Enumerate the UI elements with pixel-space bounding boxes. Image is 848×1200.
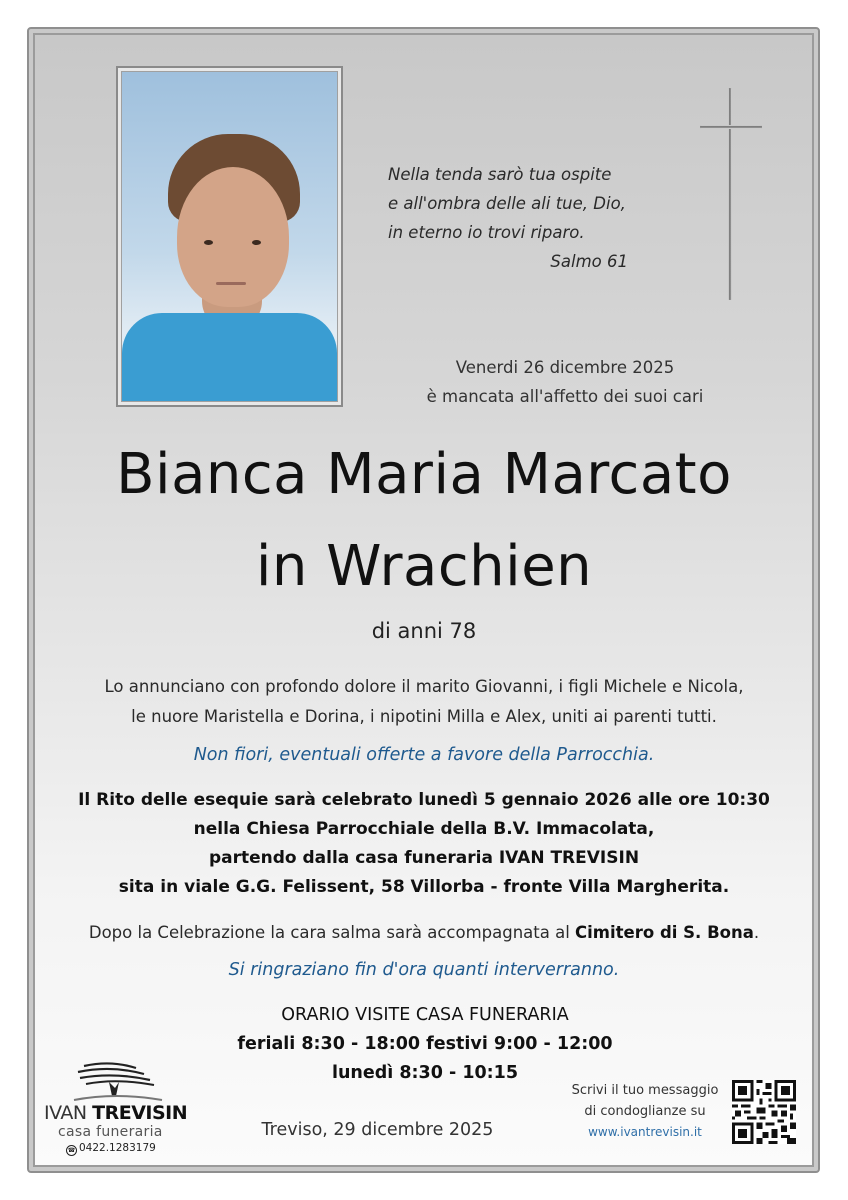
tree-logo-icon bbox=[66, 1060, 166, 1102]
family-line1: Lo annunciano con profondo dolore il marito Giovanni, i figli Michele e Nicola, bbox=[104, 677, 744, 696]
flowers-note: Non fiori, eventuali offerte a favore della Parrocchia. bbox=[193, 745, 655, 765]
portrait-frame bbox=[116, 66, 343, 407]
funeral-home-logo bbox=[44, 1060, 188, 1160]
cross-horizontal-bar bbox=[700, 125, 762, 129]
message-line2: di condoglianze su bbox=[584, 1104, 706, 1119]
death-announcement bbox=[405, 353, 725, 411]
message-line1: Scrivi il tuo messaggio bbox=[571, 1083, 719, 1098]
burial-info bbox=[40, 918, 808, 948]
qr-code-icon[interactable] bbox=[732, 1080, 796, 1144]
portrait-eye-right bbox=[252, 240, 261, 245]
burial-text: Dopo la Celebrazione la cara salma sarà accompagnata al bbox=[88, 923, 576, 942]
logo-name-last: TREVISIN bbox=[92, 1102, 188, 1124]
burial-place: Cimitero di S. Bona bbox=[575, 923, 754, 942]
logo-name-first: IVAN bbox=[44, 1102, 93, 1124]
burial-end: . bbox=[753, 923, 760, 942]
website-link[interactable]: www.ivantrevisin.it bbox=[588, 1125, 702, 1139]
logo-subtitle: casa funeraria bbox=[58, 1124, 163, 1140]
visiting-hours-line2: lunedì 8:30 - 10:15 bbox=[331, 1063, 519, 1083]
funeral-line1: Il Rito delle esequie sarà celebrato lunedì 5 gennaio 2026 alle ore 10:30 bbox=[78, 790, 770, 810]
psalm-quote bbox=[388, 160, 628, 276]
logo-phone bbox=[66, 1142, 156, 1156]
city-date: Treviso, 29 dicembre 2025 bbox=[261, 1120, 494, 1140]
thanks-note: Si ringraziano fin d'ora quanti interverranno. bbox=[228, 960, 620, 980]
phone-number: 0422.1283179 bbox=[79, 1142, 156, 1154]
psalm-reference: Salmo 61 bbox=[550, 252, 628, 271]
portrait-photo bbox=[121, 71, 338, 402]
portrait-eye-left bbox=[204, 240, 213, 245]
condolence-message bbox=[570, 1080, 720, 1143]
portrait-face bbox=[177, 167, 289, 307]
family-line2: le nuore Maristella e Dorina, i nipotini Milla e Alex, uniti ai parenti tutti. bbox=[131, 707, 717, 726]
cross-vertical-bar bbox=[728, 88, 732, 300]
portrait-mouth bbox=[216, 282, 246, 285]
visiting-hours-line1: feriali 8:30 - 18:00 festivi 9:00 - 12:00 bbox=[237, 1034, 613, 1054]
death-date: Venerdi 26 dicembre 2025 bbox=[455, 358, 675, 377]
psalm-line: in eterno io trovi riparo. bbox=[388, 223, 585, 242]
funeral-line4: sita in viale G.G. Felissent, 58 Villorba - fronte Villa Margherita. bbox=[118, 877, 730, 897]
deceased-age: di anni 78 bbox=[371, 619, 477, 643]
phone-24h-icon: ☎ bbox=[67, 1147, 76, 1154]
family-announcement bbox=[40, 672, 808, 732]
portrait-shirt bbox=[122, 313, 337, 401]
announcement-text: è mancata all'affetto dei suoi cari bbox=[426, 387, 704, 406]
visiting-hours-title: ORARIO VISITE CASA FUNERARIA bbox=[281, 1005, 569, 1025]
deceased-name-line2: in Wrachien bbox=[255, 534, 593, 599]
visiting-hours bbox=[230, 1001, 620, 1088]
funeral-line2: nella Chiesa Parrocchiale della B.V. Immacolata, bbox=[193, 819, 655, 839]
logo-name bbox=[44, 1102, 188, 1124]
psalm-line: e all'ombra delle ali tue, Dio, bbox=[388, 194, 626, 213]
funeral-line3: partendo dalla casa funeraria IVAN TREVISIN bbox=[208, 848, 640, 868]
funeral-details bbox=[40, 786, 808, 902]
psalm-line: Nella tenda sarò tua ospite bbox=[388, 165, 612, 184]
deceased-name-line1: Bianca Maria Marcato bbox=[116, 442, 732, 507]
